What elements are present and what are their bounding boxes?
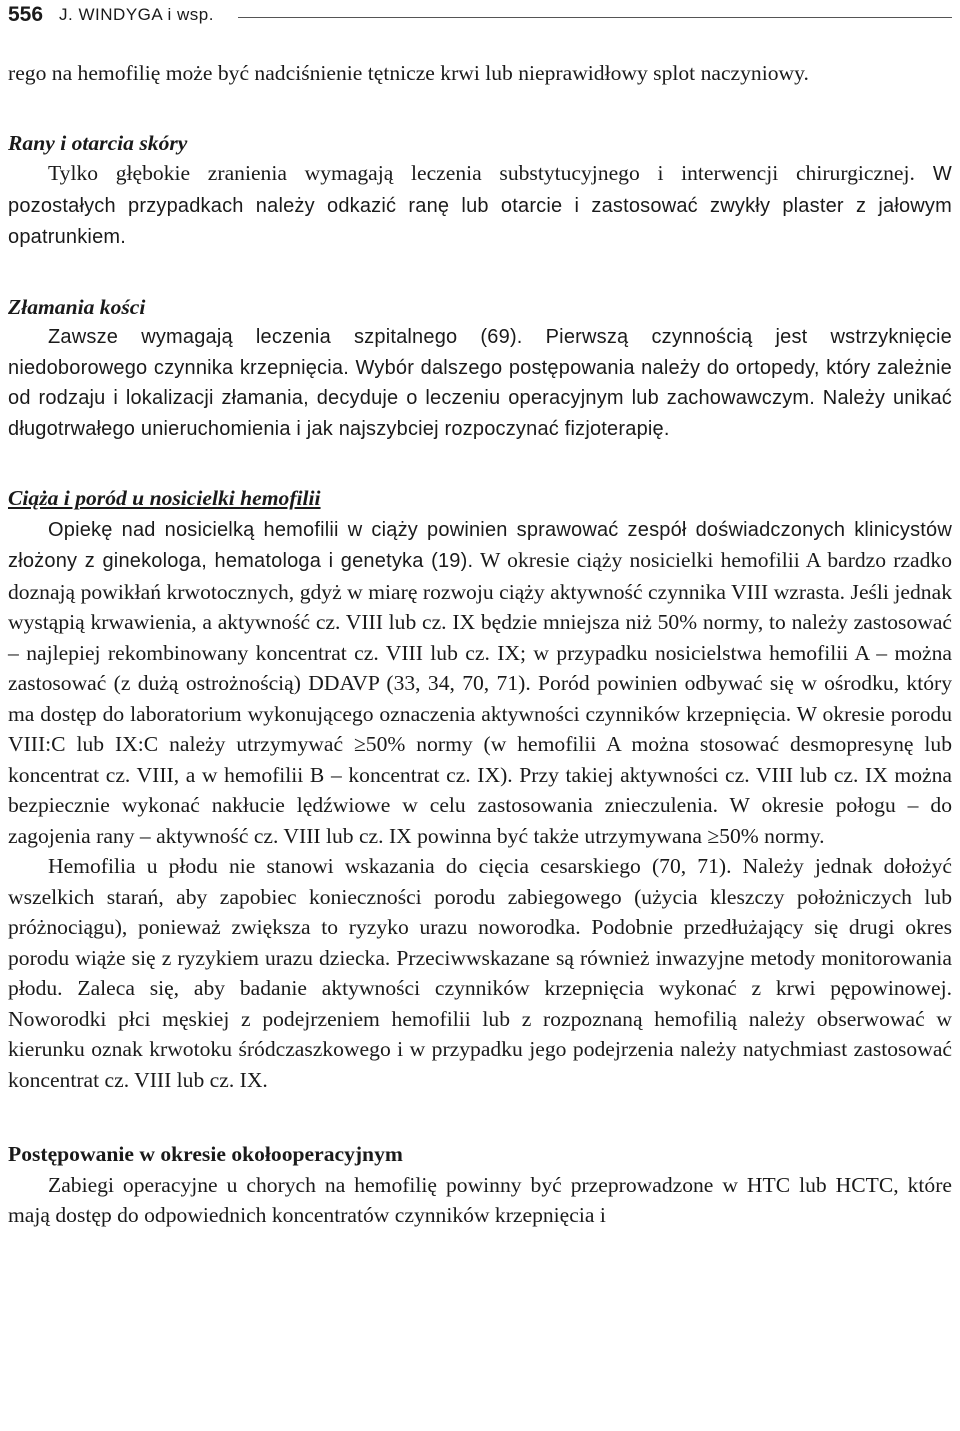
- pregnancy-paragraph-1-text-2: W okresie ciąży nosicielki hemofilii A bardzo rzadko doznają powikłań krwotocznych, gdyż w miarę rozwoju ciąży aktywność czynnika VIII wzrasta. Jeśli jednak wystąpią krwawienia, a aktywność cz. VIII lub cz. IX będzie mniejsza niż 50% normy, to należy zastosować – najlepiej rekombinowany koncentrat cz. VIII lub cz. IX; w przypadku nosicielstwa hemofilii A – można zastosować (z dużą ostrożnością) DDAVP (33, 34, 70, 71). Poród powinien odbywać się w ośrodku, który ma dostęp do laboratorium wykonującego oznaczenia aktywności czynników krzepnięcia. W okresie porodu VIII:C lub IX:C należy utrzymywać ≥50% normy (w hemofilii A można stosować desmopresynę lub koncentrat cz. VIII, a w hemofilii B – koncentrat cz. IX). Przy takiej aktywności cz. VIII lub cz. IX można bezpiecznie wykonać nakłucie lędźwiowe w celu zastosowania znieczulenia. W okresie połogu – do zagojenia rany – aktywność cz. VIII lub cz. IX powinna być także utrzymywana ≥50% normy.: [8, 548, 952, 848]
- intro-paragraph: rego na hemofilię może być nadciśnienie tętnicze krwi lub nieprawidłowy splot naczyniowy.: [8, 61, 809, 85]
- header-rule: [238, 17, 952, 18]
- pregnancy-paragraph-2: Hemofilia u płodu nie stanowi wskazania do cięcia cesarskiego (70, 71). Należy jednak dołożyć wszelkich starań, aby zapobiec konieczności porodu zabiegowego (użycia kleszczy położniczych lub próżnociągu), ponieważ zwiększa to ryzyko urazu noworodka. Podobnie przedłużający się drugi okres porodu wiąże się z ryzykiem urazu dziecka. Przeciwwskazane są również inwazyjne metody monitorowania płodu. Zaleca się, aby badanie aktywności czynników krzepnięcia wykonać z krwi pępowinowej. Noworodki płci męskiej z podejrzeniem hemofilii lub z rozpoznaną hemofilią należy obserwować w kierunku oznak krwotoku śródczaszkowego i w przypadku jego podejrzenia należy natychmiast zastosować koncentrat cz. VIII lub cz. IX.: [8, 854, 952, 1092]
- pregnancy-paragraph-1: [8, 514, 952, 852]
- page-number: 556: [8, 3, 44, 26]
- page-body: [8, 58, 952, 1231]
- section-heading-fractures: Złamania kości: [8, 294, 146, 319]
- section-heading-wounds: Rany i otarcia skóry: [8, 130, 188, 155]
- wounds-paragraph: [8, 158, 952, 253]
- section-heading-pregnancy: Ciąża i poród u nosicielki hemofilii: [8, 486, 321, 510]
- fractures-paragraph: Zawsze wymagają leczenia szpitalnego (69). Pierwszą czynnością jest wstrzyknięcie niedoborowego czynnika krzepnięcia. Wybór dalszego postępowania należy do ortopedy, który zależnie od rodzaju i lokalizacji złamania, decyduje o leczeniu operacyjnym lub zachowawczym. Należy unikać długotrwałego unieruchomienia i jak najszybciej rozpoczynać fizjoterapię.: [8, 326, 952, 440]
- wounds-paragraph-text-1: Tylko głębokie zranienia wymagają leczenia substytucyjnego i interwencji chirurgicznej.: [48, 161, 915, 185]
- wounds-paragraph-text-2: W pozostałych przypadkach należy odkazić ranę lub otarcie i zastosować zwykły plaster z jałowym opatrunkiem.: [8, 163, 952, 248]
- running-head: [8, 0, 952, 30]
- section-heading-perioperative: Postępowanie w okresie okołooperacyjnym: [8, 1142, 403, 1166]
- pregnancy-paragraph-1-text-1: Opiekę nad nosicielką hemofilii w ciąży powinien sprawować zespół doświadczonych klinicystów złożony z ginekologa, hematologa i genetyka (19).: [8, 518, 952, 572]
- running-title: J. WINDYGA i wsp.: [59, 5, 214, 24]
- perioperative-paragraph: Zabiegi operacyjne u chorych na hemofilię powinny być przeprowadzone w HTC lub HCTC, które mają dostęp do odpowiednich koncentratów czynników krzepnięcia i: [8, 1172, 952, 1227]
